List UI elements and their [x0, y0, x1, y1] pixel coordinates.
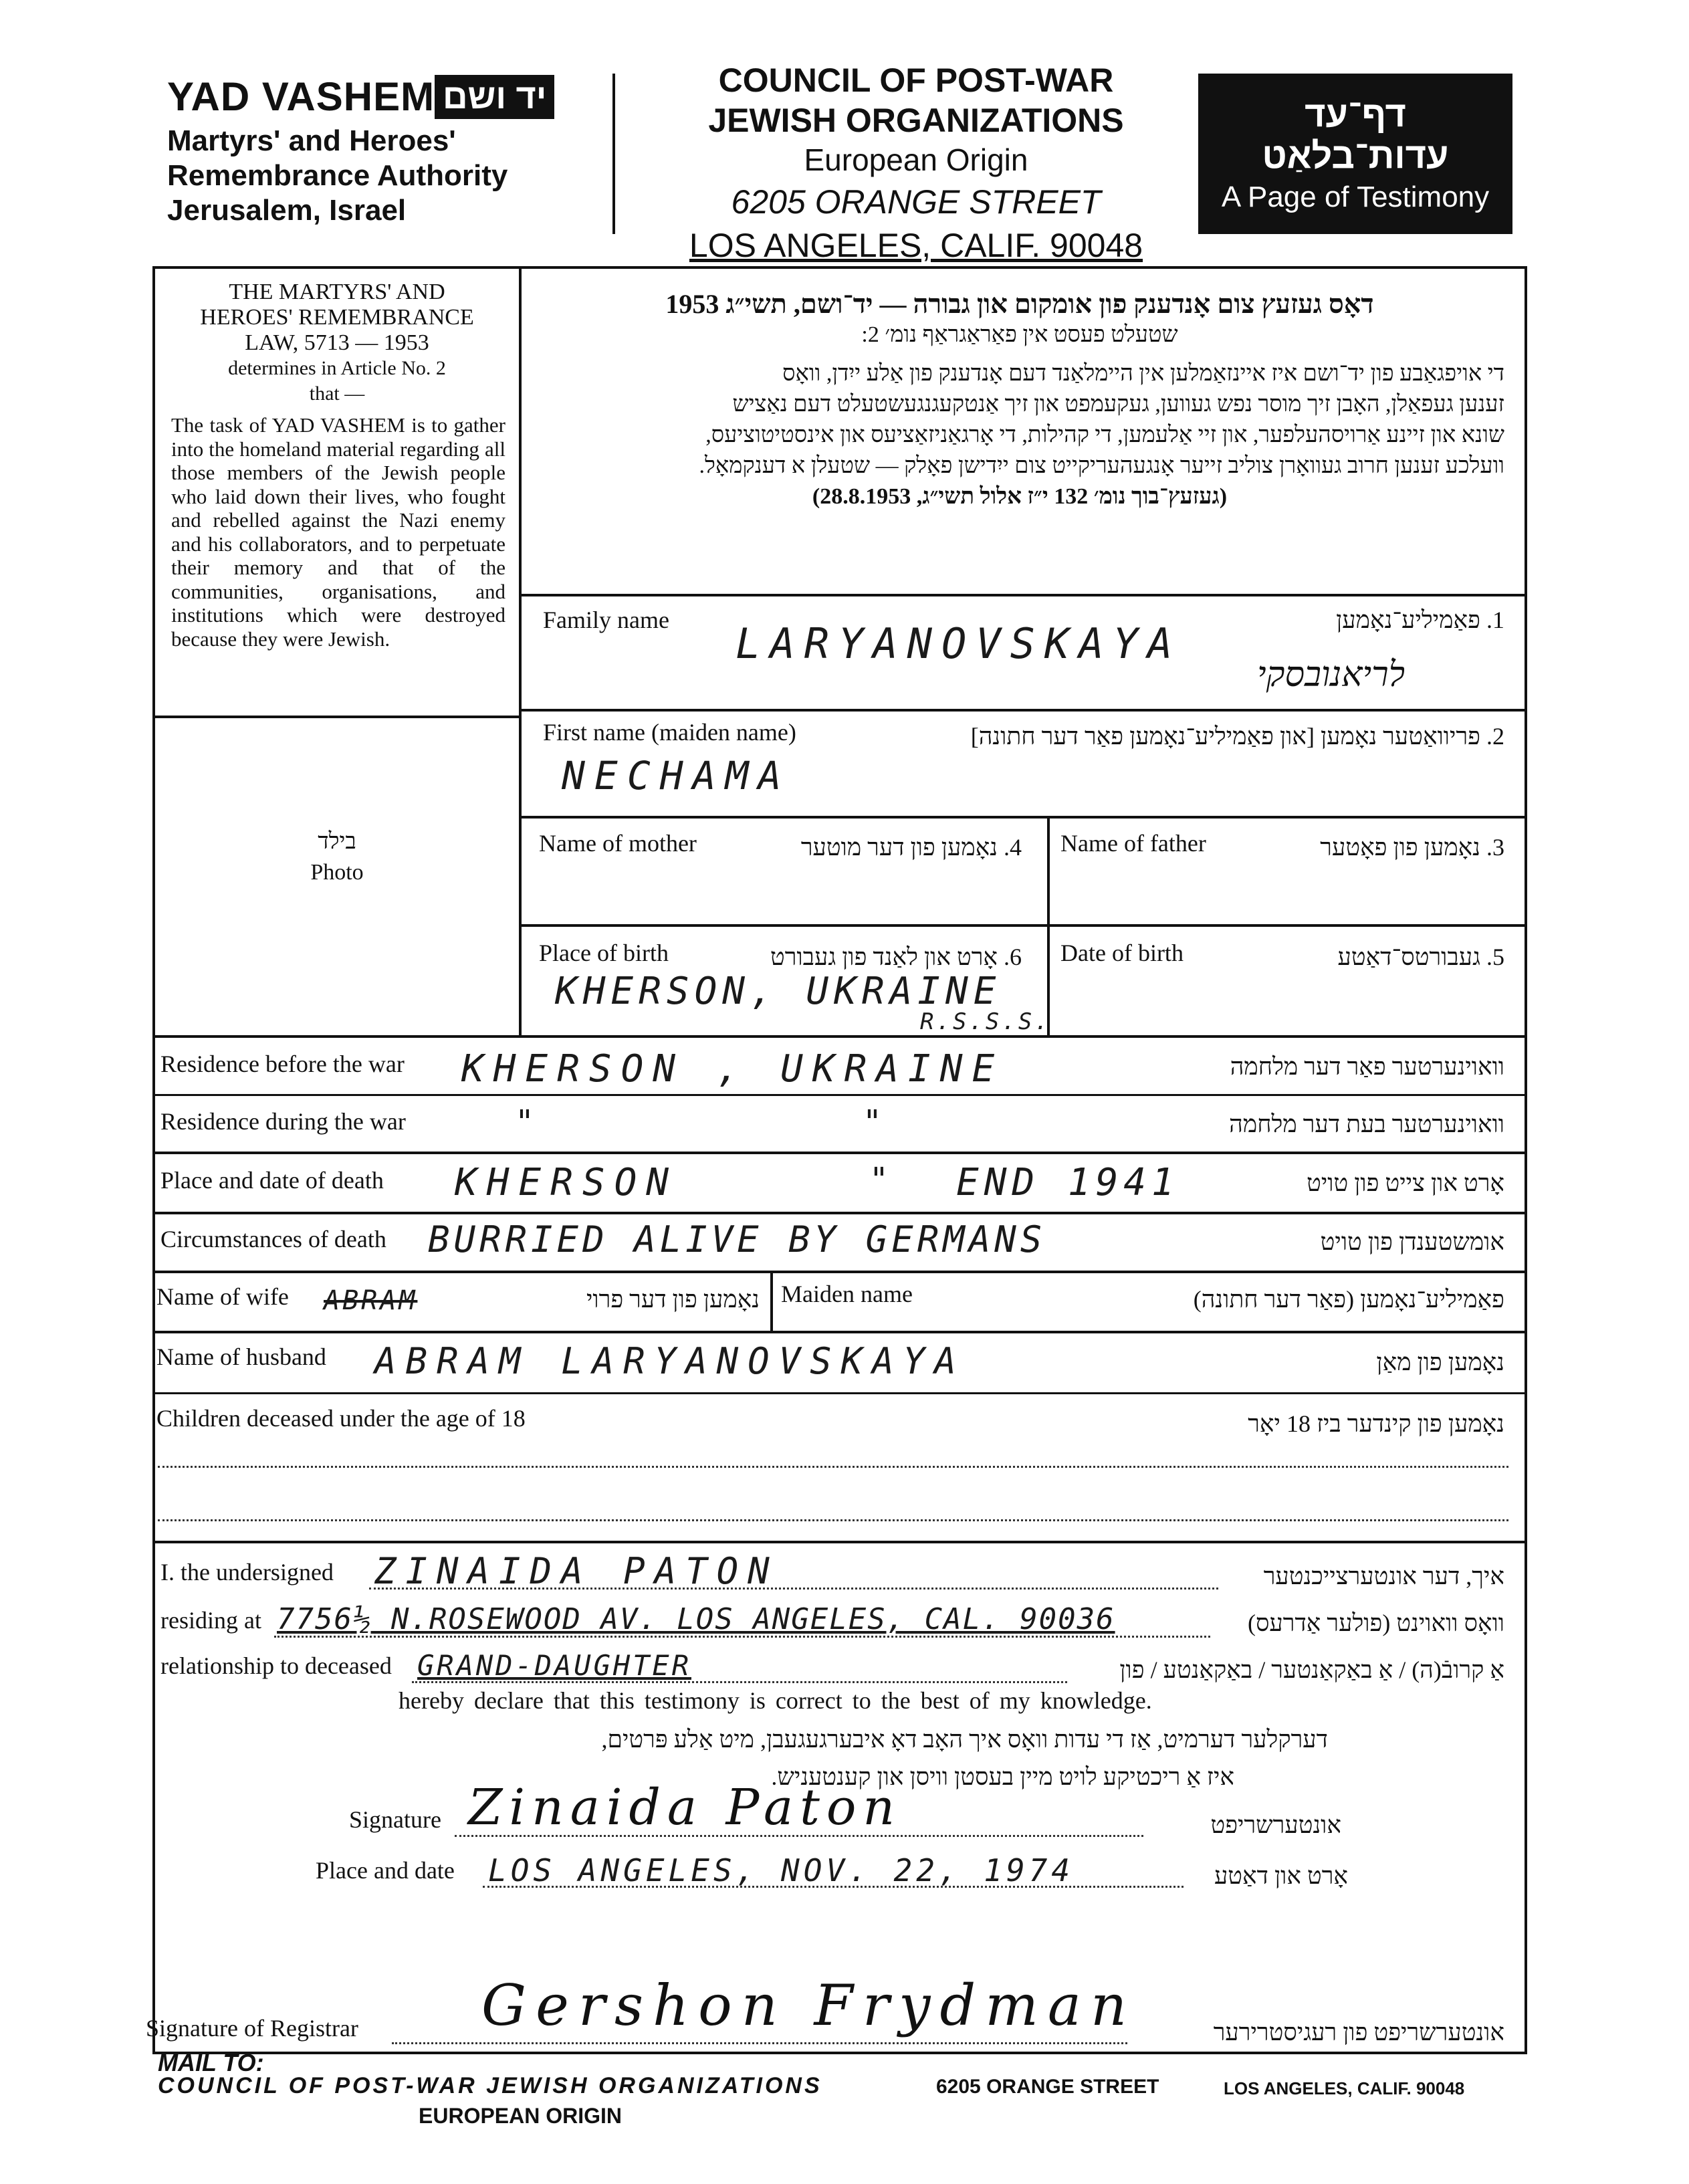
law-heading-1: THE MARTYRS' AND: [229, 280, 445, 304]
first-name-label: First name (maiden name): [543, 719, 796, 746]
relationship-hebrew: אַ קרובֿ(ה) / אַ באַקאַנטער / באַקאַנטע / פון: [1119, 1656, 1504, 1683]
frame-bottom: [152, 2052, 1527, 2054]
wife-label: Name of wife: [156, 1283, 289, 1310]
org-line-1: Martyrs' and Heroes': [167, 124, 456, 157]
place-date-hebrew: אָרט און דאַטע: [1214, 1862, 1348, 1889]
family-name-label: Family name: [543, 607, 669, 633]
declare-hebrew-2: איז אַ ריכטיקע לויט מיין בעסטן וויסן און קענטעניש.: [771, 1763, 1234, 1790]
photo-hebrew: בילד: [318, 829, 356, 854]
footer-street: 6205 ORANGE STREET: [936, 2076, 1159, 2098]
death-circ-label: Circumstances of death: [160, 1226, 386, 1252]
council-line-4: 6205 ORANGE STREET: [731, 183, 1101, 221]
frame-right: [1525, 266, 1527, 2053]
council-line-1: COUNCIL OF POST-WAR: [718, 62, 1114, 99]
place-birth-value-2[interactable]: R.S.S.S.: [920, 1008, 1051, 1035]
res-before-value[interactable]: KHERSON , UKRAINE: [461, 1047, 1004, 1091]
law-heading-3: LAW, 5713 — 1953: [245, 330, 429, 355]
row-divider-3: [519, 924, 1527, 927]
place-date-label: Place and date: [316, 1857, 455, 1884]
frame-left: [152, 266, 155, 2053]
family-name-value-hebrew[interactable]: לריאנובסקי: [1257, 656, 1405, 694]
death-place-value[interactable]: KHERSON: [455, 1161, 679, 1204]
wife-maiden-divider: [770, 1271, 773, 1332]
signature-label: Signature: [349, 1806, 441, 1833]
res-before-label: Residence before the war: [160, 1051, 405, 1077]
children-dotted-line-2[interactable]: [158, 1519, 1508, 1521]
law-heb-5: שונא און זיינע אַרויסהעלפער, און זיי אַלעמען, די קהילות, די אָרגאַניזאַציעס און אינסטיטוציעס,: [705, 423, 1504, 447]
law-body: The task of YAD VASHEM is to gather into the homeland material regarding all those members of the Jewish people who laid down their lives, who fought and rebelled against the Nazi enemy and his collaborators, and to perpetuate their memory and that of the communities, organisations, and institutions which were destroyed because they were Jewish.: [171, 413, 505, 651]
maiden-hebrew: פאַמיליע־נאָמען (פאַר דער חתונה): [1193, 1286, 1504, 1313]
law-photo-divider: [152, 716, 520, 718]
testimony-box: [1198, 74, 1512, 234]
registrar-signature[interactable]: Gershon Frydman: [481, 1973, 1137, 2038]
row-divider-2: [519, 816, 1527, 818]
law-heb-1: דאָס געזעץ צום אָנדענק פון אומקום און גבורה — יד־ושם, תשי״ג 1953: [665, 289, 1374, 319]
husband-hebrew: נאָמען פון מאַן: [1376, 1349, 1504, 1376]
law-heb-3: די אויפגאַבע פון יד־ושם איז איינזאַמלען אין היימלאַנד דעם אָנדענק פון אַלע ייִדן, וואָס: [782, 361, 1504, 386]
place-birth-label: Place of birth: [539, 940, 669, 966]
father-label: Name of father: [1060, 830, 1206, 857]
footer-origin: EUROPEAN ORIGIN: [419, 2104, 623, 2128]
row-divider-9: [152, 1331, 1527, 1333]
death-place-label: Place and date of death: [160, 1167, 384, 1194]
row-divider-1: [519, 709, 1527, 712]
footer-council: COUNCIL OF POST-WAR JEWISH ORGANIZATIONS: [158, 2073, 822, 2098]
death-place-hebrew: אָרט און צייט פון טויט: [1307, 1170, 1504, 1196]
signature-hebrew: אונטערשריפט: [1210, 1812, 1341, 1838]
law-heading-2: HEROES' REMEMBRANCE: [200, 305, 474, 330]
first-name-value[interactable]: NECHAMA: [562, 753, 791, 798]
wife-hebrew: נאָמען פון דער פרוי: [586, 1286, 760, 1313]
law-heb-2: שטעלט פעסט אין פאַראַגראַף נומ׳ 2:: [861, 322, 1178, 347]
wife-value-struck[interactable]: ABRAM: [324, 1285, 418, 1316]
footer-city: LOS ANGELES, CALIF. 90048: [1224, 2078, 1465, 2098]
res-during-label: Residence during the war: [160, 1108, 406, 1135]
children-hebrew: נאָמען פון קינדער ביז 18 יאָר: [1248, 1410, 1504, 1437]
row-divider-5: [152, 1094, 1527, 1096]
law-heading-4: determines in Article No. 2: [228, 357, 446, 379]
photo-area: [158, 829, 516, 885]
death-place-ditto[interactable]: ": [869, 1161, 898, 1198]
relationship-value[interactable]: GRAND-DAUGHTER: [417, 1649, 692, 1682]
law-hebrew-block: [535, 289, 1504, 512]
testimony-hebrew-2: עדות־בלאַט: [1262, 136, 1449, 176]
row-divider-11: [152, 1541, 1527, 1543]
family-name-hebrew: 1. פאַמיליע־נאָמען: [1336, 607, 1504, 633]
org-line-2: Remembrance Authority: [167, 159, 508, 192]
registrar-hebrew: אונטערשריפט פון רעגיסטרירער: [1213, 2019, 1504, 2046]
mother-hebrew: 4. נאָמען פון דער מוטער: [800, 834, 1022, 861]
children-label: Children deceased under the age of 18: [156, 1405, 526, 1432]
maiden-label: Maiden name: [781, 1281, 913, 1307]
law-heading: [158, 280, 516, 407]
family-name-value[interactable]: LARYANOVSKAYA: [736, 619, 1182, 668]
first-name-hebrew: 2. פריוואַטער נאָמען [און פאַמיליע־נאָמען פאַר דער חתונה]: [970, 723, 1504, 750]
res-during-ditto-2[interactable]: ": [863, 1103, 891, 1141]
res-during-hebrew: וואוינערטער בעת דער מלחמה: [1229, 1111, 1504, 1137]
residing-hebrew: וואָס וואוינט (פולער אַדרעס): [1247, 1610, 1504, 1636]
testimony-hebrew-1: דף־עד: [1305, 94, 1406, 134]
mail-to: MAIL TO:: [158, 2049, 264, 2076]
undersigned-label: I. the undersigned: [160, 1559, 334, 1586]
signature-value[interactable]: Zinaida Paton: [468, 1779, 902, 1836]
res-during-ditto-1[interactable]: ": [515, 1103, 544, 1141]
org-title: YAD VASHEM: [167, 74, 435, 119]
org-hebrew-logo: יד ושם: [435, 75, 554, 119]
law-heb-6: וועלכע זענען חרוב געוואָרן צוליב זייער אָנגעהעריקייט צום ייִדישן פאָלק — שטעלן א דענקמאָל.: [699, 453, 1504, 478]
council-line-3: European Origin: [804, 142, 1028, 177]
undersigned-hebrew: איך, דער אונטערצייכנטער: [1263, 1563, 1504, 1590]
death-circ-hebrew: אומשטענדן פון טויט: [1320, 1228, 1504, 1255]
husband-label: Name of husband: [156, 1343, 326, 1370]
header-divider: [612, 74, 615, 234]
council-line-2: JEWISH ORGANIZATIONS: [708, 102, 1124, 139]
relationship-label: relationship to deceased: [160, 1652, 392, 1679]
testimony-english: A Page of Testimony: [1221, 181, 1490, 213]
row-divider-10: [152, 1392, 1527, 1394]
date-birth-hebrew: 5. געבורטס־דאַטע: [1337, 944, 1504, 970]
registrar-line: [392, 2042, 1127, 2044]
row-divider-6: [152, 1152, 1527, 1154]
org-line-3: Jerusalem, Israel: [167, 194, 407, 227]
death-circ-value[interactable]: BURRIED ALIVE BY GERMANS: [428, 1218, 1046, 1261]
residing-value[interactable]: 7756½ N.ROSEWOOD AV. LOS ANGELES, CAL. 90036: [277, 1602, 1115, 1636]
mother-father-divider: [1047, 816, 1050, 1038]
residing-label: residing at: [160, 1607, 261, 1634]
father-hebrew: 3. נאָמען פון פאָטער: [1320, 834, 1504, 861]
place-birth-hebrew: 6. אָרט און לאַנד פון געבורט: [770, 944, 1022, 970]
left-column-divider: [519, 266, 522, 1035]
declare-hebrew-1: דערקלער דערמיט, אַז די עדות וואָס איך האָב דאָ איבערגעגעבן, מיט אַלע פּרטים,: [601, 1726, 1328, 1753]
frame-top: [152, 266, 1527, 269]
place-date-value[interactable]: LOS ANGELES, NOV. 22, 1974: [488, 1852, 1075, 1888]
husband-value[interactable]: ABRAM LARYANOVSKAYA: [374, 1340, 966, 1382]
death-date-value[interactable]: END 1941: [956, 1161, 1179, 1204]
mother-label: Name of mother: [539, 830, 697, 857]
council-line-5: LOS ANGELES, CALIF. 90048: [689, 227, 1143, 264]
row-divider-4: [152, 1035, 1527, 1038]
registrar-label: Signature of Registrar: [146, 2015, 358, 2042]
council-block: [642, 60, 1190, 266]
photo-label: Photo: [310, 860, 364, 885]
law-heb-7: (געזעץ־בוך נומ׳ 132 י״ז אלול תשי״ג, 28.8.1953): [812, 484, 1228, 509]
row-divider-7: [152, 1212, 1527, 1214]
undersigned-value[interactable]: ZINAIDA PATON: [374, 1550, 779, 1592]
place-birth-value[interactable]: KHERSON, UKRAINE: [555, 970, 1002, 1013]
law-hebrew-divider: [519, 594, 1527, 596]
law-heading-5: that —: [309, 383, 365, 405]
declare-english: hereby declare that this testimony is correct to the best of my knowledge.: [399, 1687, 1152, 1714]
children-dotted-line-1[interactable]: [158, 1466, 1508, 1468]
law-heb-4: זענען געפאַלן, האָבן זיך מוסר נפש געווען, געקעמפט און זיך אַנטקעגנגעשטעלט דעם נאַציש: [732, 392, 1504, 417]
row-divider-8: [152, 1271, 1527, 1273]
res-before-hebrew: וואוינערטער פאַר דער מלחמה: [1230, 1053, 1504, 1080]
date-birth-label: Date of birth: [1060, 940, 1184, 966]
